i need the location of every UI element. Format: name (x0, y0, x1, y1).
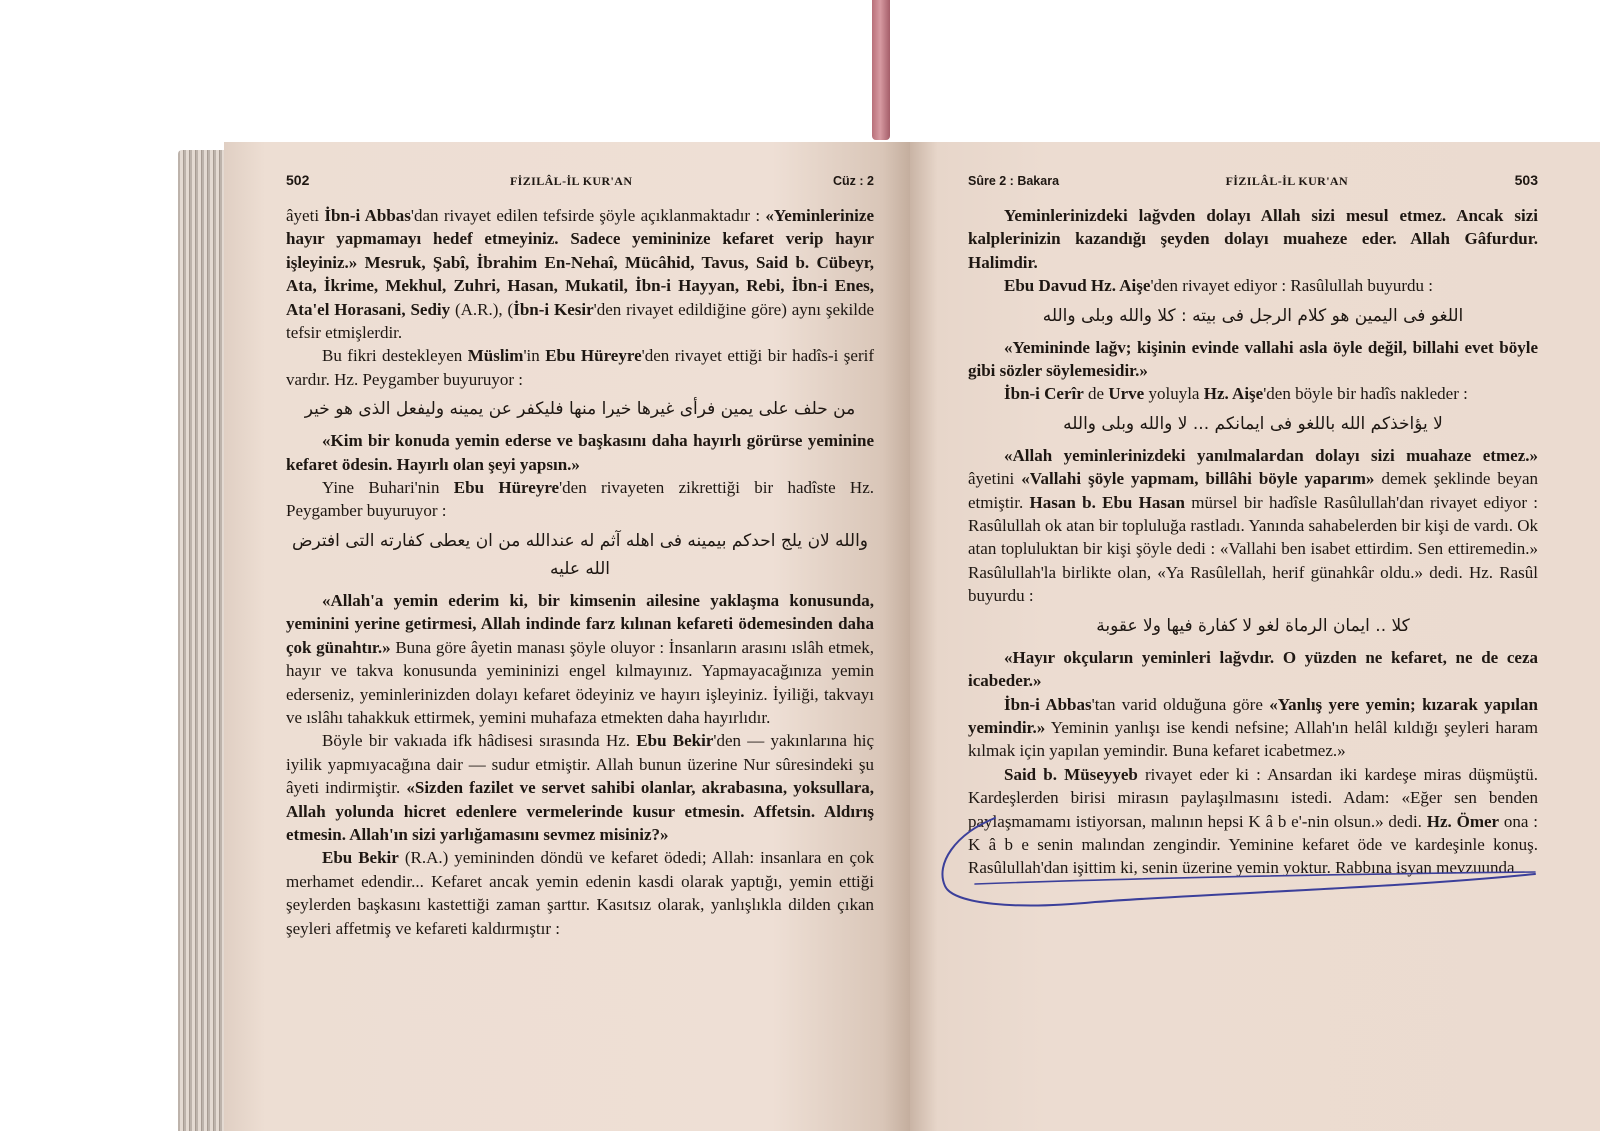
text-run: âyetini (968, 469, 1022, 489)
paragraph (286, 589, 874, 729)
page-number: 503 (1514, 172, 1538, 188)
bold-text: Ebu Bekir (322, 848, 399, 868)
right-page-text (968, 204, 1538, 880)
bold-text: Ebu Hüreyre (453, 478, 560, 498)
text-run: yoluyla (1144, 384, 1204, 404)
paragraph (286, 476, 874, 523)
bold-text: İbn-i Abbas (324, 206, 411, 225)
bold-text: İbn-i Abbas (1004, 694, 1092, 714)
bold-text: «Yemininde lağv; kişinin evinde vallahi asla öyle değil, billahi evet böyle gibi sözler söylemesidir.» (968, 337, 1538, 381)
text-run: 'den rivayet edildiğine göre) aynı şekilde tefsir etmişlerdir. (286, 299, 874, 343)
paragraph (968, 444, 1538, 608)
bold-text: «Sizden fazilet ve servet sahibi olanlar, akrabasına, yoksullara, Allah yolunda hicret edenlere vermelerinde kusur etmesin. Affetsin. Aldırış etmesin. Allah'ın sizi yarlığamasını sevmez misiniz?» (286, 778, 874, 844)
text-run: 'den böyle bir hadîs nakleder : (1263, 384, 1468, 404)
running-title: FİZILÂL-İL KUR'AN (509, 174, 633, 188)
bold-text: Ebu Davud Hz. Aişe (1004, 276, 1151, 296)
paragraph (968, 336, 1538, 383)
page-stack-edge (178, 150, 226, 1131)
section-label: Cüz : 2 (833, 174, 874, 188)
arabic-quote: اللغو فى اليمين هو كلام الرجل فى بيته : كلا والله وبلى والله (1042, 305, 1464, 326)
page-number: 502 (286, 172, 310, 188)
running-title: FİZILÂL-İL KUR'AN (1225, 174, 1349, 188)
bold-text: «Allah'a yemin ederim ki, bir kimsenin ailesine yaklaşma konusunda, yeminini yerine getirmesi, Allah indinde farz kılınan kefareti ödemesinden daha çok günahtır.» (286, 590, 874, 657)
text-run: mürsel bir hadîsle Rasûlullah'dan rivayet ediyor : Rasûlullah ok atan bir topluluğa rastladı. Yanında sahabelerden bir kişi de vardı. Ok atan topluluktan bir kişi şöyle dedi : «Vallahi ben isabet ettirdim. Sen ettiremedin.» Rasûlullah'la birlikte olan, «Ya Rasûlellah, herif günahkâr oldu.» dedi. Hz. Rasûl buyurdu : (968, 492, 1538, 606)
bold-text: Ebu Bekir (636, 731, 714, 751)
bold-text: «Yeminlerinize hayır yapmamayı hedef etmeyiniz. Sadece yemininize kefaret verip hayır işleyiniz.» Mesruk, Şabî, İbrahim En-Nehaî, Mücâhid, Tavus, Said b. Cübeyr, Ata, İkrime, Mekhul, Zuhri, Hasan, Mukatil, İbn-i Hayyan, Rebi, İbn-i Enes, Ata'el Horasani, Sediy (286, 206, 874, 319)
arabic-quote: لا يؤاخذكم الله باللغو فى ايمانكم ... لا والله وبلى والله (1063, 413, 1443, 434)
bold-text: «Kim bir konuda yemin ederse ve başkasını daha hayırlı görürse yeminine kefaret ödesin. Hayırlı olan şeyi yapsın.» (286, 431, 874, 474)
paragraph (286, 846, 874, 940)
text-run: de (1083, 384, 1109, 404)
bold-text: İbn-i Cerîr (1004, 384, 1084, 404)
paragraph (968, 204, 1538, 274)
bold-text: «Hayır okçuların yeminleri lağvdır. O yüzden ne kefaret, ne de ceza icabeder.» (968, 647, 1538, 691)
paragraph (286, 344, 874, 391)
bold-text: Hz. Aişe (1203, 384, 1264, 404)
bold-text: «Allah yeminlerinizdeki yanılmalardan dolayı sizi muahaze etmez.» (1004, 445, 1538, 465)
text-run: rivayet eder ki : Ansardan iki kardeşe miras düşmüştü. Kardeşlerden birisi mirasın paylaşılmasını istedi. Adam: «Eğer sen benden paylaşmamamı istiyorsan, malının hepsi K â b e'-nin olsun.» dedi. (968, 764, 1538, 831)
paragraph (968, 693, 1538, 763)
bold-text: Müslim (467, 346, 524, 366)
paragraph (968, 763, 1538, 880)
text-run: (R.A.) yemininden döndü ve kefaret ödedi; Allah: insanlara en çok merhamet edendir... Kefaret ancak yemin edenin kasdi olarak yaptığı, yemin ettiği şeylerden başkasını kastettiği zaman şarttır. Kasıtsız olarak, yanlışlıkla dilden çıkan şeyleri affetmiş ve kefareti kaldırmıştır : (286, 848, 875, 938)
bold-text: Said b. Müseyyeb (1004, 764, 1138, 784)
text-run: 'in (523, 346, 546, 366)
text-run: 'den rivayet ediyor : Rasûlullah buyurdu : (1150, 276, 1433, 296)
text-run: 'den rivayet ettiği bir hadîs-i şerif vardır. Hz. Peygamber buyuruyor : (286, 346, 874, 389)
bold-text: «Vallahi şöyle yapmam, billâhi böyle yaparım» (1021, 469, 1375, 489)
bookmark-ribbon (872, 0, 890, 140)
section-label: Sûre 2 : Bakara (968, 174, 1060, 188)
text-run: 'dan rivayet edilen tefsirde şöyle açıklanmaktadır : (410, 206, 766, 225)
paragraph (286, 429, 874, 476)
paragraph (286, 204, 874, 344)
bold-text: Yeminlerinizdeki lağvden dolayı Allah sizi mesul etmez. Ancak sizi kalplerinizin kazandığı şeyden dolayı muaheze eder. Allah Gâfurdur. Halimdir. (968, 206, 1538, 272)
text-run: demek şeklinde beyan etmiştir. (968, 469, 1538, 512)
text-run: ona : K â b e senin malından zengindir. Yeminine kefaret öde ve kardeşinle konuş. Rasûlullah'dan işittim ki, senin üzerine yemin yoktur. Rabbına isyan mevzuunda (968, 811, 1538, 878)
left-page-header (286, 172, 874, 198)
text-run: Yeminin yanlışı ise kendi nefsine; Allah'ın helâl kıldığı şeyleri haram kılmak için yapılan yemindir. Buna kefaret icabetmez.» (968, 717, 1538, 761)
text-run: Buna göre âyetin manası şöyle oluyor : İnsanların arasını ıslâh etmek, hayır ve takva konusunda yemininizi engel kılmayınız. Yapmayacağınıza yemin ederseniz, yeminlerinizden dolayı kefaret ödeyiniz ve hayırı işleyiniz. İyiliği, takvayı ve ıslâhı tahakkuk ettirmek, yemini muhafaza etmekten daha hayırlıdır. (286, 637, 874, 727)
text-run: Böyle bir vakıada ifk hâdisesi sırasında Hz. (322, 731, 637, 751)
arabic-quote: من حلف على يمين فرأى غيرها خيرا منها فليكفر عن يمينه وليفعل الذى هو خير (304, 399, 856, 420)
text-run: (A.R.), ( (450, 299, 514, 319)
paragraph (968, 646, 1538, 693)
text-run: 'tan varid olduğuna göre (1091, 694, 1270, 714)
right-page-header (968, 172, 1538, 198)
text-run: Bu fikri destekleyen (322, 346, 468, 366)
right-page (910, 142, 1600, 1131)
bold-text: «Yanlış yere yemin; kızarak yapılan yemindir.» (968, 694, 1538, 737)
arabic-quote: والله لان يلج احدكم بيمينه فى اهله آثم له عندالله من ان يعطى كفارته التى افترض الله عليه (291, 530, 869, 579)
left-page (224, 142, 910, 1131)
arabic-quote: كلا .. ايمان الرماة لغو لا كفارة فيها ولا عقوبة (1096, 615, 1410, 636)
paragraph (286, 729, 874, 846)
bold-text: Urve (1108, 384, 1145, 404)
text-run: 'den — yakınlarına hiç iyilik yapmıyacağına dair — sudur etmiştir. Allah bunun üzerine Nur sûresindeki şu âyeti indirmiştir. (286, 731, 874, 798)
bold-text: Ebu Hüreyre (545, 346, 642, 366)
text-run: Yine Buhari'nin (322, 478, 454, 498)
paragraph (968, 274, 1538, 297)
paragraph (968, 382, 1538, 405)
text-run: âyeti (286, 206, 325, 225)
bold-text: İbn-i Kesir (513, 299, 594, 319)
left-page-text (286, 204, 874, 940)
bold-text: Hz. Ömer (1426, 811, 1500, 831)
text-run: 'den rivayeten zikrettiği bir hadîste Hz. Peygamber buyuruyor : (286, 478, 874, 521)
bold-text: Hasan b. Ebu Hasan (1029, 492, 1185, 512)
